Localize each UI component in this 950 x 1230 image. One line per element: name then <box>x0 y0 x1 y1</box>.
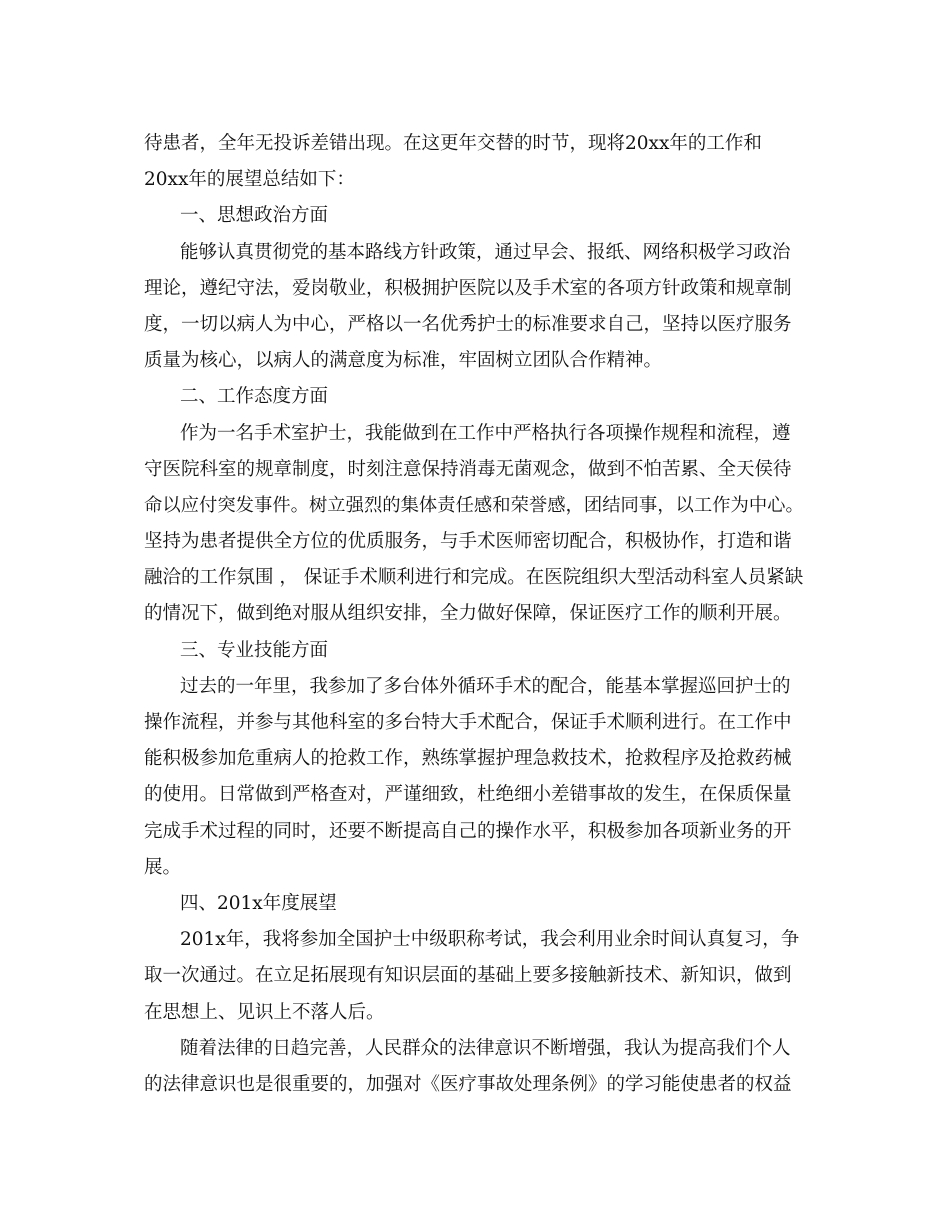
paragraph-line: 的使用。日常做到严格查对，严谨细致，杜绝细小差错事故的发生，在保质保量 <box>144 784 792 806</box>
paragraph-first-line: 201x年，我将参加全国护士中级职称考试，我会利用业余时间认真复习，争 <box>180 929 800 951</box>
paragraph-line: 守医院科室的规章制度，时刻注意保持消毒无菌观念，做到不怕苦累、全天侯待 <box>144 458 792 480</box>
paragraph-line: 在思想上、见识上不落人后。 <box>144 1001 385 1023</box>
paragraph-first-line: 一、思想政治方面 <box>180 205 329 227</box>
paragraph-line: 坚持为患者提供全方位的优质服务，与手术医师密切配合，积极协作，打造和谐 <box>144 531 792 553</box>
paragraph-line: 操作流程，并参与其他科室的多台特大手术配合，保证手术顺利进行。在工作中 <box>144 712 792 733</box>
paragraph-first-line: 作为一名手术室护士，我能做到在工作中严格执行各项操作规程和流程，遵 <box>180 422 791 444</box>
paragraph-line: 的情况下，做到绝对服从组织安排，全力做好保障，保证医疗工作的顺利开展。 <box>144 603 792 625</box>
paragraph-first-line: 随着法律的日趋完善，人民群众的法律意识不断增强，我认为提高我们个人 <box>180 1037 791 1059</box>
paragraph-line: 的法律意识也是很重要的，加强对《医疗事故处理条例》的学习能使患者的权益 <box>144 1073 792 1095</box>
paragraph-line: 展。 <box>144 856 182 878</box>
paragraph-line: 完成手术过程的同时，还要不断提高自己的操作水平，积极参加各项新业务的开 <box>144 820 792 842</box>
paragraph-line: 能积极参加危重病人的抢救工作，熟练掌握护理急救技术，抢救程序及抢救药械 <box>144 748 792 770</box>
paragraph-first-line: 能够认真贯彻党的基本路线方针政策，通过早会、报纸、网络积极学习政治 <box>180 241 791 263</box>
paragraph-first-line: 三、专业技能方面 <box>180 639 329 661</box>
paragraph-line: 待患者，全年无投诉差错出现。在这更年交替的时节，现将20xx年的工作和 <box>144 133 762 154</box>
paragraph-line: 命以应付突发事件。树立强烈的集体责任感和荣誉感，团结同事，以工作为中心。 <box>144 494 804 516</box>
paragraph-first-line: 二、工作态度方面 <box>180 386 329 408</box>
paragraph-line: 度，一切以病人为中心，严格以一名优秀护士的标准要求自己，坚持以医疗服务 <box>144 313 792 335</box>
paragraph-first-line: 四、201x年度展望 <box>180 892 337 914</box>
document-body <box>144 126 804 1103</box>
paragraph-first-line: 过去的一年里，我参加了多台体外循环手术的配合，能基本掌握巡回护士的 <box>180 675 791 697</box>
paragraph-line: 理论，遵纪守法，爱岗敬业，积极拥护医院以及手术室的各项方针政策和规章制 <box>144 277 792 299</box>
paragraph-line: 融洽的工作氛围 ， 保证手术顺利进行和完成。在医院组织大型活动科室人员紧缺 <box>144 567 804 589</box>
paragraph-line: 质量为核心，以病人的满意度为标准，牢固树立团队合作精神。 <box>144 350 663 372</box>
paragraph-line: 取一次通过。在立足拓展现有知识层面的基础上要多接触新技术、新知识，做到 <box>144 965 792 987</box>
paragraph-line: 20xx年的展望总结如下： <box>144 169 355 191</box>
